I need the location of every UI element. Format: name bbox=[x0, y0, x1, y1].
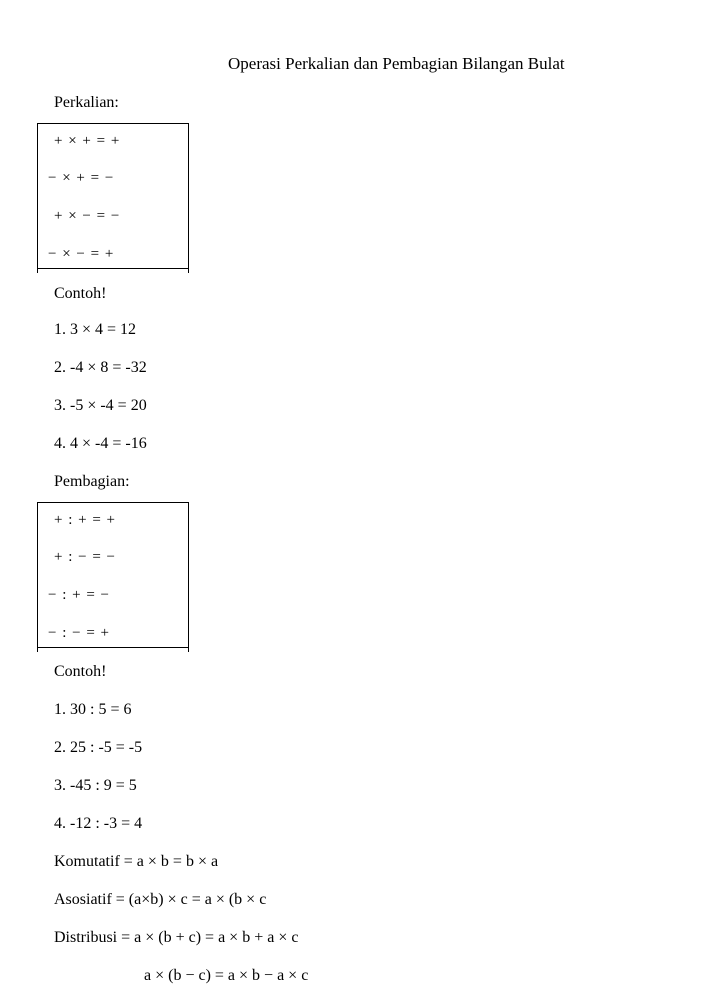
pembagian-rules-box bbox=[37, 502, 189, 648]
pembagian-example: 3. -45 : 9 = 5 bbox=[54, 777, 137, 794]
perkalian-example-heading: Contoh! bbox=[54, 285, 107, 302]
pembagian-rule: − : + = − bbox=[48, 587, 111, 603]
perkalian-example: 3. -5 × -4 = 20 bbox=[54, 397, 147, 414]
perkalian-rule: − × − = + bbox=[48, 246, 115, 262]
komutatif-property: Komutatif = a × b = b × a bbox=[54, 853, 219, 870]
perkalian-rule: − × + = − bbox=[48, 170, 115, 186]
perkalian-example: 4. 4 × -4 = -16 bbox=[54, 435, 147, 452]
pembagian-example: 1. 30 : 5 = 6 bbox=[54, 701, 132, 718]
distribusi-property: Distribusi = a × (b + c) = a × b + a × c bbox=[54, 929, 299, 946]
pembagian-rule: + : + = + bbox=[54, 512, 117, 528]
pembagian-rule: − : − = + bbox=[48, 625, 111, 641]
pembagian-rule: + : − = − bbox=[54, 549, 117, 565]
pembagian-example: 2. 25 : -5 = -5 bbox=[54, 739, 143, 756]
asosiatif-property: Asosiatif = (a×b) × c = a × (b × c bbox=[54, 891, 267, 908]
perkalian-rule: + × − = − bbox=[54, 208, 121, 224]
perkalian-rule: + × + = + bbox=[54, 133, 121, 149]
box-corner-mark bbox=[37, 267, 38, 273]
perkalian-heading: Perkalian: bbox=[54, 94, 119, 111]
pembagian-example: 4. -12 : -3 = 4 bbox=[54, 815, 143, 832]
box-corner-mark bbox=[188, 267, 189, 273]
box-corner-mark bbox=[37, 646, 38, 652]
perkalian-example: 2. -4 × 8 = -32 bbox=[54, 359, 147, 376]
box-corner-mark bbox=[188, 646, 189, 652]
pembagian-example-heading: Contoh! bbox=[54, 663, 107, 680]
pembagian-heading: Pembagian: bbox=[54, 473, 130, 490]
document-title: Operasi Perkalian dan Pembagian Bilangan Bulat bbox=[228, 54, 565, 73]
perkalian-example: 1. 3 × 4 = 12 bbox=[54, 321, 137, 338]
perkalian-rules-box bbox=[37, 123, 189, 269]
distribusi-property-subtraction: a × (b − c) = a × b − a × c bbox=[144, 967, 309, 984]
